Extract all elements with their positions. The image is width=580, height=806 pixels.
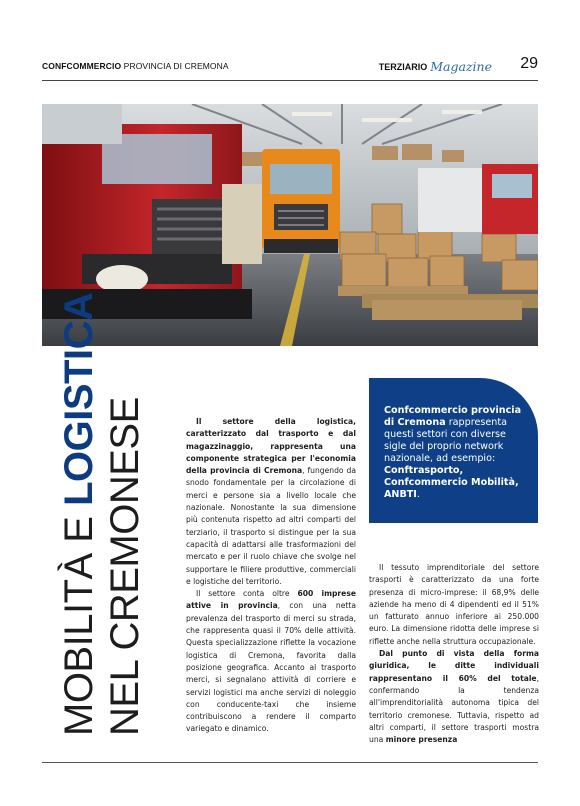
paragraph-4-bold-end: minore presenza — [385, 735, 458, 745]
paragraph-1-bold: Il settore della logistica, caratterizzato dal trasporto e dal magazzinaggio, rappresenta una componente strategica per l'economia della provincia di Cremona — [186, 417, 356, 476]
hero-photo — [42, 104, 538, 346]
article-title — [56, 292, 166, 736]
paragraph-2-c: , con una netta prevalenza del trasporto di merci su strada, che rappresenta quasi il 70% delle attività. Questa specializzazione riflette la vocazione logistica di Cremona, favorita dalla posizione geografica. Accanto al trasporto merci, si segnalano attività di corriere e servizi logistici ma anche servizi di noleggio con conducente-taxi che insieme contribuiscono a rendere il comparto variegato e dinamico. — [186, 601, 356, 734]
paragraph-1 — [186, 416, 356, 588]
magazine-brand — [379, 58, 492, 76]
title-light: MOBILITÀ E — [57, 505, 101, 736]
warehouse-trucks-illustration — [42, 104, 538, 346]
callout-bold-2: Conftrasporto, Confcommercio Mobilità, ANBTI — [384, 465, 519, 500]
article-title-rotated — [56, 292, 166, 736]
text-column-1 — [186, 416, 356, 736]
page-number: 29 — [520, 55, 538, 72]
paragraph-2 — [186, 588, 356, 736]
title-line-2: NEL CREMONESE — [103, 397, 147, 736]
callout-box — [369, 378, 538, 523]
page-header — [42, 56, 538, 80]
paragraph-4 — [369, 648, 539, 746]
publisher-label — [42, 61, 229, 71]
callout-regular: rappresenta questi settori con diverse sigle del proprio network nazionale, ad esempio: — [384, 417, 507, 464]
publisher-rest: PROVINCIA DI CREMONA — [121, 61, 229, 71]
publisher-bold: CONFCOMMERCIO — [42, 61, 122, 71]
paragraph-3: Il tessuto imprenditoriale del settore trasporti è caratterizzato da una forte presenza di micro-imprese: il 68,9% delle aziende ha meno di 4 dipendenti ed il 51% un fatturato annuo inferiore ai 250.000 euro. La dimensione ridotta delle imprese si riflette anche nella struttura occupazionale. — [369, 563, 539, 646]
footer-divider — [42, 762, 538, 763]
paragraph-1-rest: , fungendo da snodo fondamentale per la circolazione di merci e persone sia a livello locale che nazionale. Nonostante la sua dimensione più contenuta rispetto ad altri comparti del terziario, il trasporto si distingue per la sua capacità di adattarsi alle trasformazioni del mercato e per il ruolo chiave che svolge nel supportare le filiere produttive, commerciali e logistiche del territorio. — [186, 466, 356, 586]
paragraph-2-a: Il settore conta oltre — [196, 589, 298, 599]
paragraph-2-bold: 600 imprese attive in provincia — [186, 589, 356, 611]
brand-script: Magazine — [430, 59, 492, 75]
title-line-1 — [56, 292, 102, 736]
callout-text — [384, 405, 526, 501]
text-column-2 — [369, 562, 539, 746]
callout-end: . — [416, 489, 420, 500]
paragraph-4-rest: , confermando la tendenza all'imprenditorialità autonoma tipica del territorio cremonese. Tuttavia, rispetto ad altri comparti, il settore trasporti mostra una — [369, 673, 539, 745]
callout-bold-1: Confcommercio provincia di Cremona — [384, 405, 522, 428]
header-divider — [42, 80, 538, 81]
brand-bold: TERZIARIO — [378, 61, 428, 72]
paragraph-4-bold: Dal punto di vista della forma giuridica, le ditte individuali rappresentano il 60% del totale — [369, 649, 539, 683]
title-bold: LOGISTICA — [57, 292, 101, 506]
